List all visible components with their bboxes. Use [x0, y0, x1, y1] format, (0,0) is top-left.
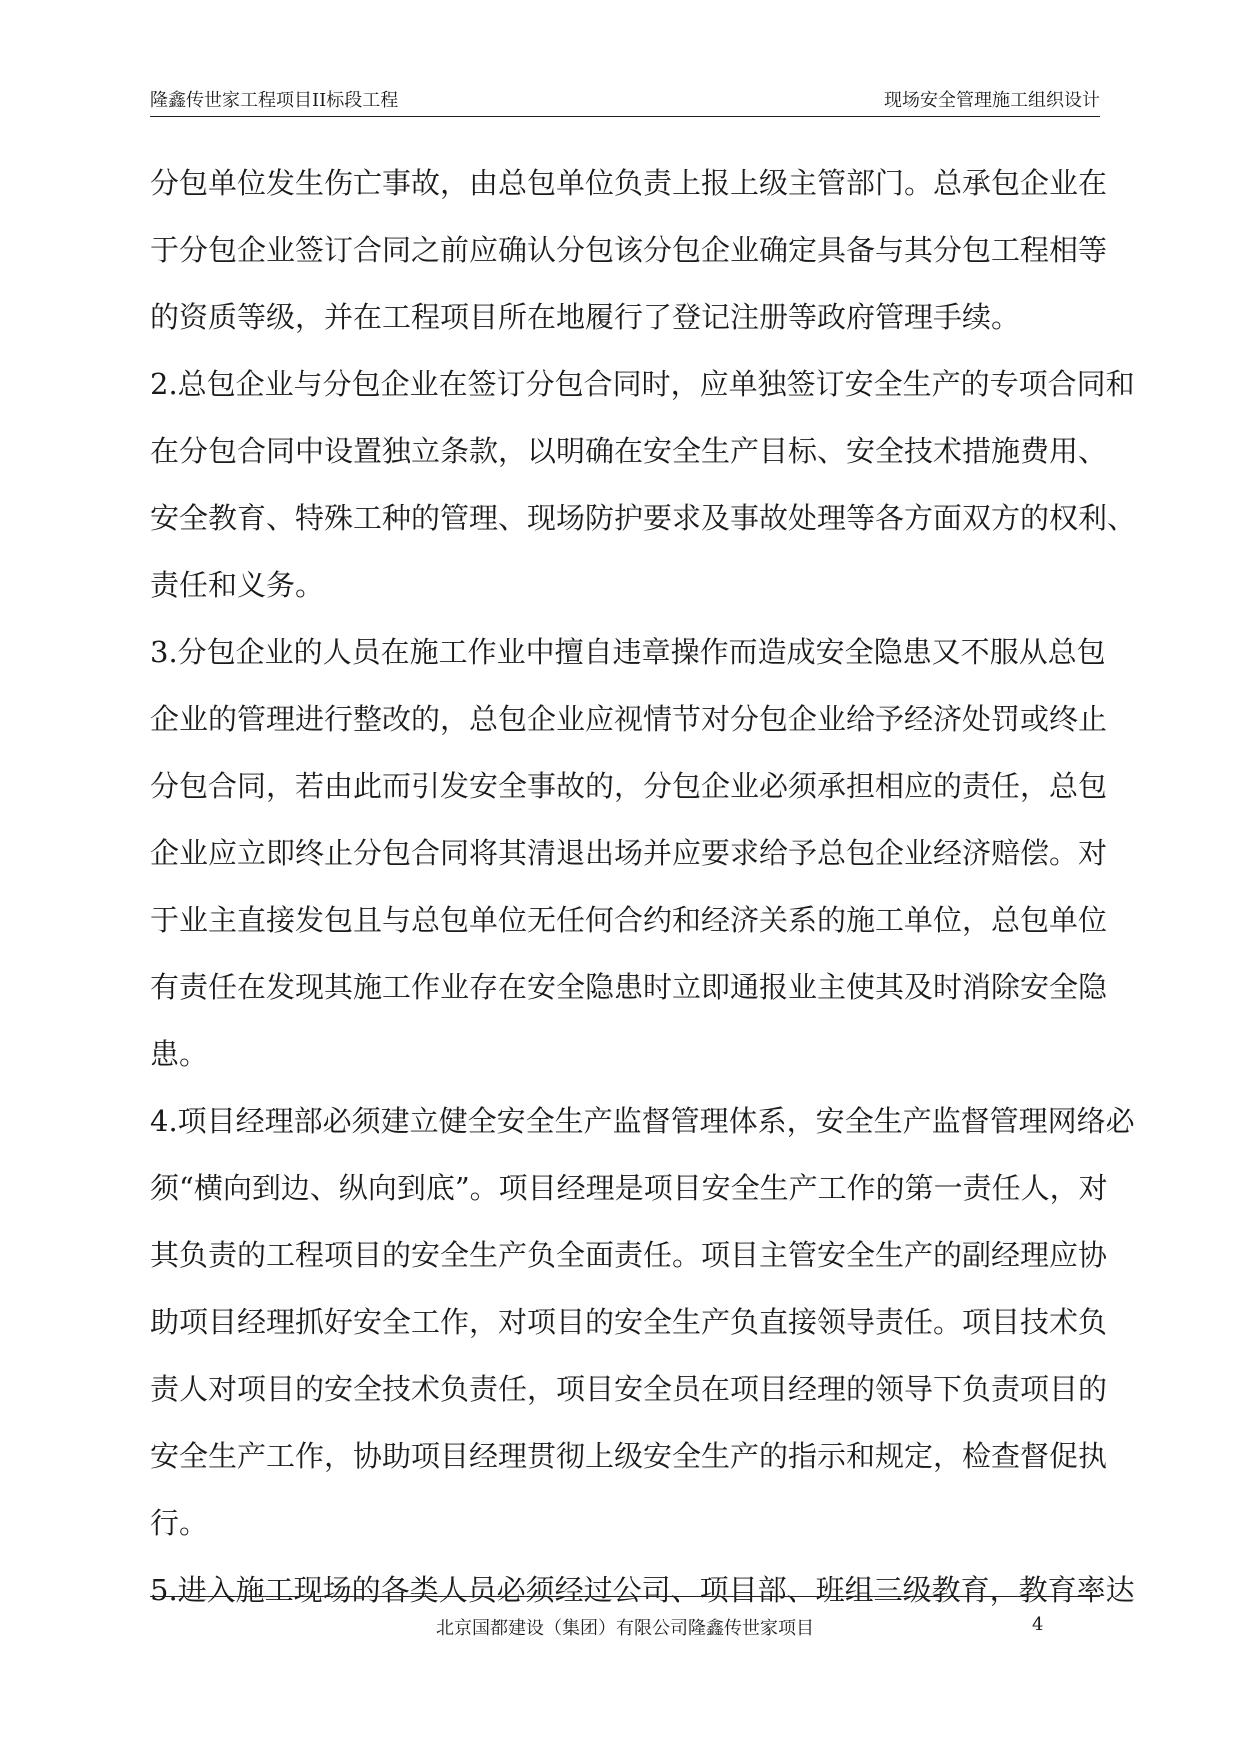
- body-line: 安全生产工作，协助项目经理贯彻上级安全生产的指示和规定，检查督促执: [150, 1439, 1108, 1473]
- body-line: 分包单位发生伤亡事故，由总包单位负责上报上级主管部门。总承包企业在: [150, 166, 1108, 200]
- body-line: 责人对项目的安全技术负责任，项目安全员在项目经理的领导下负责项目的: [150, 1372, 1108, 1406]
- body-line: 企业的管理进行整改的，总包企业应视情节对分包企业给予经济处罚或终止: [150, 702, 1108, 736]
- body-line: 2.总包企业与分包企业在签订分包合同时，应单独签订安全生产的专项合同和: [150, 367, 1135, 401]
- body-line: 助项目经理抓好安全工作，对项目的安全生产负直接领导责任。项目技术负: [150, 1305, 1108, 1339]
- body-line: 行。: [150, 1506, 209, 1540]
- body-line: 于分包企业签订合同之前应确认分包该分包企业确定具备与其分包工程相等: [150, 233, 1108, 267]
- body-line: 其负责的工程项目的安全生产负全面责任。项目主管安全生产的副经理应协: [150, 1238, 1108, 1272]
- body-line: 5.进入施工现场的各类人员必须经过公司、项目部、班组三级教育，教育率达: [150, 1573, 1135, 1607]
- body-line: 安全教育、特殊工种的管理、现场防护要求及事故处理等各方面双方的权利、: [150, 501, 1137, 535]
- body-line: 患。: [150, 1037, 209, 1071]
- body-line: 4.项目经理部必须建立健全安全生产监督管理体系，安全生产监督管理网络必: [150, 1104, 1135, 1138]
- body-line: 责任和义务。: [150, 568, 325, 602]
- page-header: [150, 86, 1100, 117]
- body-line: 于业主直接发包且与总包单位无任何合约和经济关系的施工单位，总包单位: [150, 903, 1108, 937]
- footer-rule: [150, 1596, 1100, 1597]
- body-text: [150, 150, 1137, 1624]
- body-line: 在分包合同中设置独立条款，以明确在安全生产目标、安全技术措施费用、: [150, 434, 1108, 468]
- body-line: 分包合同，若由此而引发安全事故的，分包企业必须承担相应的责任，总包: [150, 769, 1108, 803]
- footer-company: 北京国都建设（集团）有限公司隆鑫传世家项目: [436, 1618, 814, 1639]
- header-document-title: 现场安全管理施工组织设计: [884, 90, 1100, 111]
- header-project-title: 隆鑫传世家工程项目II标段工程: [150, 90, 399, 111]
- body-line: 3.分包企业的人员在施工作业中擅自违章操作而造成安全隐患又不服从总包: [150, 635, 1106, 669]
- body-line: 企业应立即终止分包合同将其清退出场并应要求给予总包企业经济赔偿。对: [150, 836, 1108, 870]
- body-line: 的资质等级，并在工程项目所在地履行了登记注册等政府管理手续。: [150, 300, 1021, 334]
- page-number: 4: [1032, 1614, 1044, 1635]
- body-line: 有责任在发现其施工作业存在安全隐患时立即通报业主使其及时消除安全隐: [150, 970, 1108, 1004]
- body-line: 须“横向到边、纵向到底”。项目经理是项目安全生产工作的第一责任人，对: [150, 1171, 1108, 1205]
